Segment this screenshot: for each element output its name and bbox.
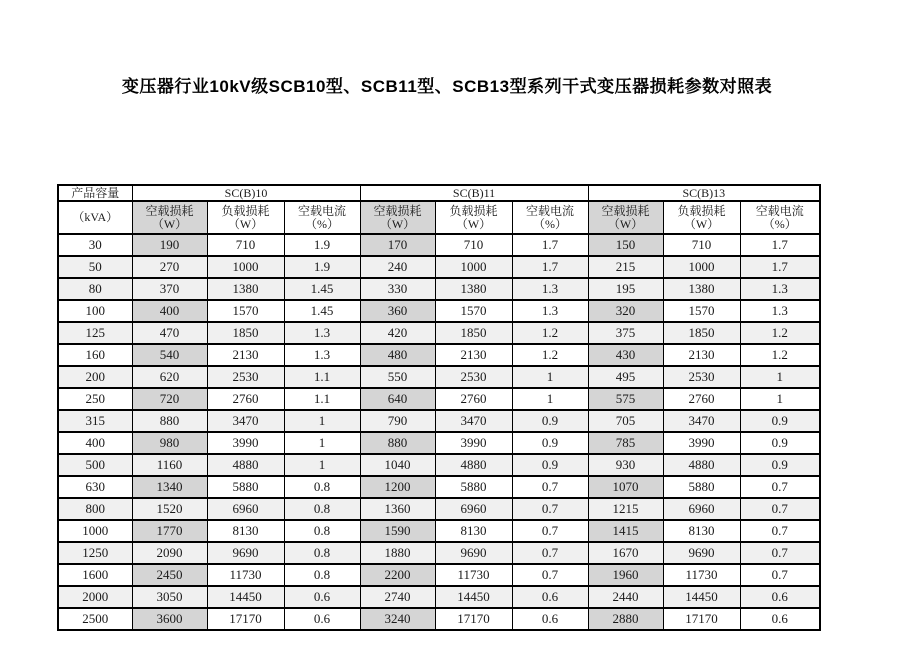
- group-header-scb11: SC(B)11: [360, 185, 588, 201]
- noload-loss-cell: 195: [588, 278, 663, 300]
- noload-current-cell: 0.7: [512, 564, 588, 586]
- noload-loss-cell: 480: [360, 344, 435, 366]
- noload-current-cell: 0.9: [740, 432, 820, 454]
- capacity-cell: 315: [58, 410, 132, 432]
- noload-current-cell: 0.9: [740, 454, 820, 476]
- noload-loss-cell: 1880: [360, 542, 435, 564]
- load-loss-cell: 710: [435, 234, 512, 256]
- noload-current-cell: 1.3: [740, 300, 820, 322]
- noload-loss-cell: 320: [588, 300, 663, 322]
- load-loss-cell: 2530: [207, 366, 284, 388]
- noload-current-cell: 0.6: [512, 586, 588, 608]
- load-loss-cell: 1850: [207, 322, 284, 344]
- noload-loss-cell: 1415: [588, 520, 663, 542]
- load-loss-cell: 3470: [663, 410, 740, 432]
- noload-loss-cell: 270: [132, 256, 207, 278]
- noload-loss-cell: 2740: [360, 586, 435, 608]
- noload-current-cell: 1.45: [284, 300, 360, 322]
- noload-current-cell: 0.7: [512, 542, 588, 564]
- capacity-cell: 160: [58, 344, 132, 366]
- table-row: [58, 366, 820, 388]
- load-loss-cell: 2760: [435, 388, 512, 410]
- load-loss-cell: 11730: [435, 564, 512, 586]
- load-loss-cell: 8130: [663, 520, 740, 542]
- capacity-cell: 800: [58, 498, 132, 520]
- noload-loss-cell: 215: [588, 256, 663, 278]
- noload-current-cell: 0.6: [740, 586, 820, 608]
- sub-header-row: [58, 201, 820, 234]
- noload-loss-cell: 930: [588, 454, 663, 476]
- table-row: [58, 542, 820, 564]
- noload-current-cell: 0.6: [740, 608, 820, 630]
- noload-loss-cell: 430: [588, 344, 663, 366]
- noload-current-cell: 1.2: [740, 322, 820, 344]
- noload-loss-cell: 1670: [588, 542, 663, 564]
- table-row: [58, 410, 820, 432]
- noload-current-cell: 0.8: [284, 476, 360, 498]
- load-loss-cell: 8130: [207, 520, 284, 542]
- table-row: [58, 476, 820, 498]
- noload-loss-cell: 880: [360, 432, 435, 454]
- load-loss-cell: 14450: [435, 586, 512, 608]
- noload-loss-cell: 1770: [132, 520, 207, 542]
- noload-current-cell: 0.8: [284, 542, 360, 564]
- load-loss-cell: 3990: [207, 432, 284, 454]
- noload-current-cell: 1: [284, 410, 360, 432]
- load-loss-cell: 1380: [435, 278, 512, 300]
- capacity-cell: 630: [58, 476, 132, 498]
- noload-current-cell: 1: [284, 454, 360, 476]
- noload-current-cell: 1.9: [284, 234, 360, 256]
- noload-current-cell: 1.2: [740, 344, 820, 366]
- load-loss-cell: 11730: [663, 564, 740, 586]
- document-page: [0, 72, 920, 651]
- noload-loss-cell: 1340: [132, 476, 207, 498]
- noload-loss-cell: 980: [132, 432, 207, 454]
- noload-current-cell: 1.3: [284, 322, 360, 344]
- noload-loss-cell: 150: [588, 234, 663, 256]
- load-loss-cell: 17170: [207, 608, 284, 630]
- table-body: [58, 234, 820, 630]
- table-row: [58, 520, 820, 542]
- noload-loss-cell: 370: [132, 278, 207, 300]
- noload-loss-cell: 2200: [360, 564, 435, 586]
- load-loss-cell: 5880: [207, 476, 284, 498]
- capacity-cell: 250: [58, 388, 132, 410]
- noload-loss-cell: 620: [132, 366, 207, 388]
- capacity-cell: 200: [58, 366, 132, 388]
- group-header-row: [58, 185, 820, 201]
- table-row: [58, 300, 820, 322]
- header-noload-current-scb10: 空载电流（%）: [284, 201, 360, 234]
- noload-current-cell: 0.7: [740, 564, 820, 586]
- noload-loss-cell: 1590: [360, 520, 435, 542]
- table-row: [58, 432, 820, 454]
- corner-header-capacity: 产品容量: [58, 185, 132, 201]
- noload-current-cell: 1.7: [740, 256, 820, 278]
- table-row: [58, 344, 820, 366]
- load-loss-cell: 9690: [663, 542, 740, 564]
- noload-current-cell: 0.8: [284, 520, 360, 542]
- load-loss-cell: 9690: [435, 542, 512, 564]
- noload-loss-cell: 3240: [360, 608, 435, 630]
- capacity-cell: 1250: [58, 542, 132, 564]
- noload-loss-cell: 1215: [588, 498, 663, 520]
- capacity-cell: 80: [58, 278, 132, 300]
- noload-current-cell: 0.9: [740, 410, 820, 432]
- noload-loss-cell: 550: [360, 366, 435, 388]
- corner-header-kva: （kVA）: [58, 201, 132, 234]
- transformer-loss-table: [57, 184, 821, 631]
- header-load-loss-scb13: 负载损耗（W）: [663, 201, 740, 234]
- noload-current-cell: 0.7: [740, 498, 820, 520]
- noload-loss-cell: 470: [132, 322, 207, 344]
- noload-current-cell: 0.9: [512, 432, 588, 454]
- load-loss-cell: 1380: [207, 278, 284, 300]
- noload-current-cell: 0.6: [284, 586, 360, 608]
- load-loss-cell: 1380: [663, 278, 740, 300]
- load-loss-cell: 4880: [663, 454, 740, 476]
- capacity-cell: 1600: [58, 564, 132, 586]
- load-loss-cell: 14450: [663, 586, 740, 608]
- noload-loss-cell: 1360: [360, 498, 435, 520]
- load-loss-cell: 1000: [207, 256, 284, 278]
- load-loss-cell: 1570: [663, 300, 740, 322]
- noload-loss-cell: 3600: [132, 608, 207, 630]
- noload-current-cell: 0.7: [512, 498, 588, 520]
- load-loss-cell: 3470: [435, 410, 512, 432]
- load-loss-cell: 2760: [207, 388, 284, 410]
- capacity-cell: 500: [58, 454, 132, 476]
- noload-current-cell: 1.45: [284, 278, 360, 300]
- noload-current-cell: 1.2: [512, 344, 588, 366]
- capacity-cell: 100: [58, 300, 132, 322]
- noload-current-cell: 0.7: [740, 520, 820, 542]
- load-loss-cell: 9690: [207, 542, 284, 564]
- noload-current-cell: 1: [512, 388, 588, 410]
- noload-loss-cell: 1200: [360, 476, 435, 498]
- noload-current-cell: 1.1: [284, 366, 360, 388]
- noload-current-cell: 0.7: [512, 476, 588, 498]
- load-loss-cell: 14450: [207, 586, 284, 608]
- load-loss-cell: 2130: [663, 344, 740, 366]
- group-header-scb10: SC(B)10: [132, 185, 360, 201]
- load-loss-cell: 4880: [207, 454, 284, 476]
- noload-current-cell: 1.9: [284, 256, 360, 278]
- noload-loss-cell: 190: [132, 234, 207, 256]
- noload-current-cell: 1: [740, 366, 820, 388]
- noload-current-cell: 0.7: [740, 476, 820, 498]
- noload-loss-cell: 240: [360, 256, 435, 278]
- noload-loss-cell: 360: [360, 300, 435, 322]
- load-loss-cell: 3990: [663, 432, 740, 454]
- header-noload-loss-scb10: 空载损耗（W）: [132, 201, 207, 234]
- noload-current-cell: 1.2: [512, 322, 588, 344]
- noload-current-cell: 1.7: [512, 234, 588, 256]
- noload-current-cell: 1.1: [284, 388, 360, 410]
- noload-loss-cell: 330: [360, 278, 435, 300]
- header-noload-loss-scb11: 空载损耗（W）: [360, 201, 435, 234]
- table-row: [58, 234, 820, 256]
- noload-loss-cell: 2880: [588, 608, 663, 630]
- noload-loss-cell: 880: [132, 410, 207, 432]
- noload-current-cell: 0.7: [512, 520, 588, 542]
- load-loss-cell: 2130: [435, 344, 512, 366]
- table-row: [58, 278, 820, 300]
- noload-loss-cell: 170: [360, 234, 435, 256]
- noload-loss-cell: 1960: [588, 564, 663, 586]
- noload-current-cell: 1.3: [284, 344, 360, 366]
- load-loss-cell: 17170: [663, 608, 740, 630]
- table-row: [58, 586, 820, 608]
- noload-current-cell: 0.6: [512, 608, 588, 630]
- noload-current-cell: 1.7: [512, 256, 588, 278]
- load-loss-cell: 1850: [435, 322, 512, 344]
- noload-loss-cell: 2450: [132, 564, 207, 586]
- noload-loss-cell: 495: [588, 366, 663, 388]
- load-loss-cell: 1000: [435, 256, 512, 278]
- noload-loss-cell: 2090: [132, 542, 207, 564]
- capacity-cell: 2500: [58, 608, 132, 630]
- load-loss-cell: 6960: [435, 498, 512, 520]
- load-loss-cell: 1570: [435, 300, 512, 322]
- noload-loss-cell: 790: [360, 410, 435, 432]
- noload-loss-cell: 2440: [588, 586, 663, 608]
- table-row: [58, 454, 820, 476]
- noload-loss-cell: 400: [132, 300, 207, 322]
- header-load-loss-scb11: 负载损耗（W）: [435, 201, 512, 234]
- load-loss-cell: 1570: [207, 300, 284, 322]
- noload-loss-cell: 375: [588, 322, 663, 344]
- noload-loss-cell: 3050: [132, 586, 207, 608]
- noload-current-cell: 0.9: [512, 410, 588, 432]
- noload-current-cell: 1.7: [740, 234, 820, 256]
- header-noload-current-scb13: 空载电流（%）: [740, 201, 820, 234]
- capacity-cell: 125: [58, 322, 132, 344]
- noload-loss-cell: 1040: [360, 454, 435, 476]
- load-loss-cell: 8130: [435, 520, 512, 542]
- load-loss-cell: 2760: [663, 388, 740, 410]
- load-loss-cell: 5880: [435, 476, 512, 498]
- load-loss-cell: 710: [663, 234, 740, 256]
- load-loss-cell: 1850: [663, 322, 740, 344]
- noload-current-cell: 0.9: [512, 454, 588, 476]
- noload-current-cell: 0.8: [284, 564, 360, 586]
- noload-loss-cell: 575: [588, 388, 663, 410]
- noload-loss-cell: 1520: [132, 498, 207, 520]
- noload-current-cell: 1.3: [512, 278, 588, 300]
- group-header-scb13: SC(B)13: [588, 185, 820, 201]
- noload-current-cell: 1.3: [740, 278, 820, 300]
- noload-loss-cell: 540: [132, 344, 207, 366]
- load-loss-cell: 6960: [663, 498, 740, 520]
- table-row: [58, 498, 820, 520]
- load-loss-cell: 17170: [435, 608, 512, 630]
- capacity-cell: 2000: [58, 586, 132, 608]
- noload-loss-cell: 1160: [132, 454, 207, 476]
- noload-loss-cell: 785: [588, 432, 663, 454]
- noload-current-cell: 1.3: [512, 300, 588, 322]
- page-title: 变压器行业10kV级SCB10型、SCB11型、SCB13型系列干式变压器损耗参数对照表: [121, 77, 773, 96]
- load-loss-cell: 2530: [663, 366, 740, 388]
- noload-current-cell: 1: [740, 388, 820, 410]
- noload-current-cell: 1: [284, 432, 360, 454]
- table-row: [58, 608, 820, 630]
- noload-current-cell: 0.8: [284, 498, 360, 520]
- table-row: [58, 322, 820, 344]
- noload-current-cell: 0.7: [740, 542, 820, 564]
- header-noload-current-scb11: 空载电流（%）: [512, 201, 588, 234]
- noload-current-cell: 0.6: [284, 608, 360, 630]
- noload-loss-cell: 640: [360, 388, 435, 410]
- load-loss-cell: 3470: [207, 410, 284, 432]
- load-loss-cell: 6960: [207, 498, 284, 520]
- header-noload-loss-scb13: 空载损耗（W）: [588, 201, 663, 234]
- load-loss-cell: 1000: [663, 256, 740, 278]
- noload-current-cell: 1: [512, 366, 588, 388]
- capacity-cell: 1000: [58, 520, 132, 542]
- table-row: [58, 564, 820, 586]
- capacity-cell: 400: [58, 432, 132, 454]
- table-row: [58, 256, 820, 278]
- load-loss-cell: 2530: [435, 366, 512, 388]
- table-row: [58, 388, 820, 410]
- noload-loss-cell: 420: [360, 322, 435, 344]
- load-loss-cell: 3990: [435, 432, 512, 454]
- noload-loss-cell: 1070: [588, 476, 663, 498]
- capacity-cell: 30: [58, 234, 132, 256]
- capacity-cell: 50: [58, 256, 132, 278]
- load-loss-cell: 11730: [207, 564, 284, 586]
- noload-loss-cell: 720: [132, 388, 207, 410]
- header-load-loss-scb10: 负载损耗（W）: [207, 201, 284, 234]
- table-header: [58, 185, 820, 234]
- noload-loss-cell: 705: [588, 410, 663, 432]
- load-loss-cell: 4880: [435, 454, 512, 476]
- load-loss-cell: 5880: [663, 476, 740, 498]
- load-loss-cell: 710: [207, 234, 284, 256]
- load-loss-cell: 2130: [207, 344, 284, 366]
